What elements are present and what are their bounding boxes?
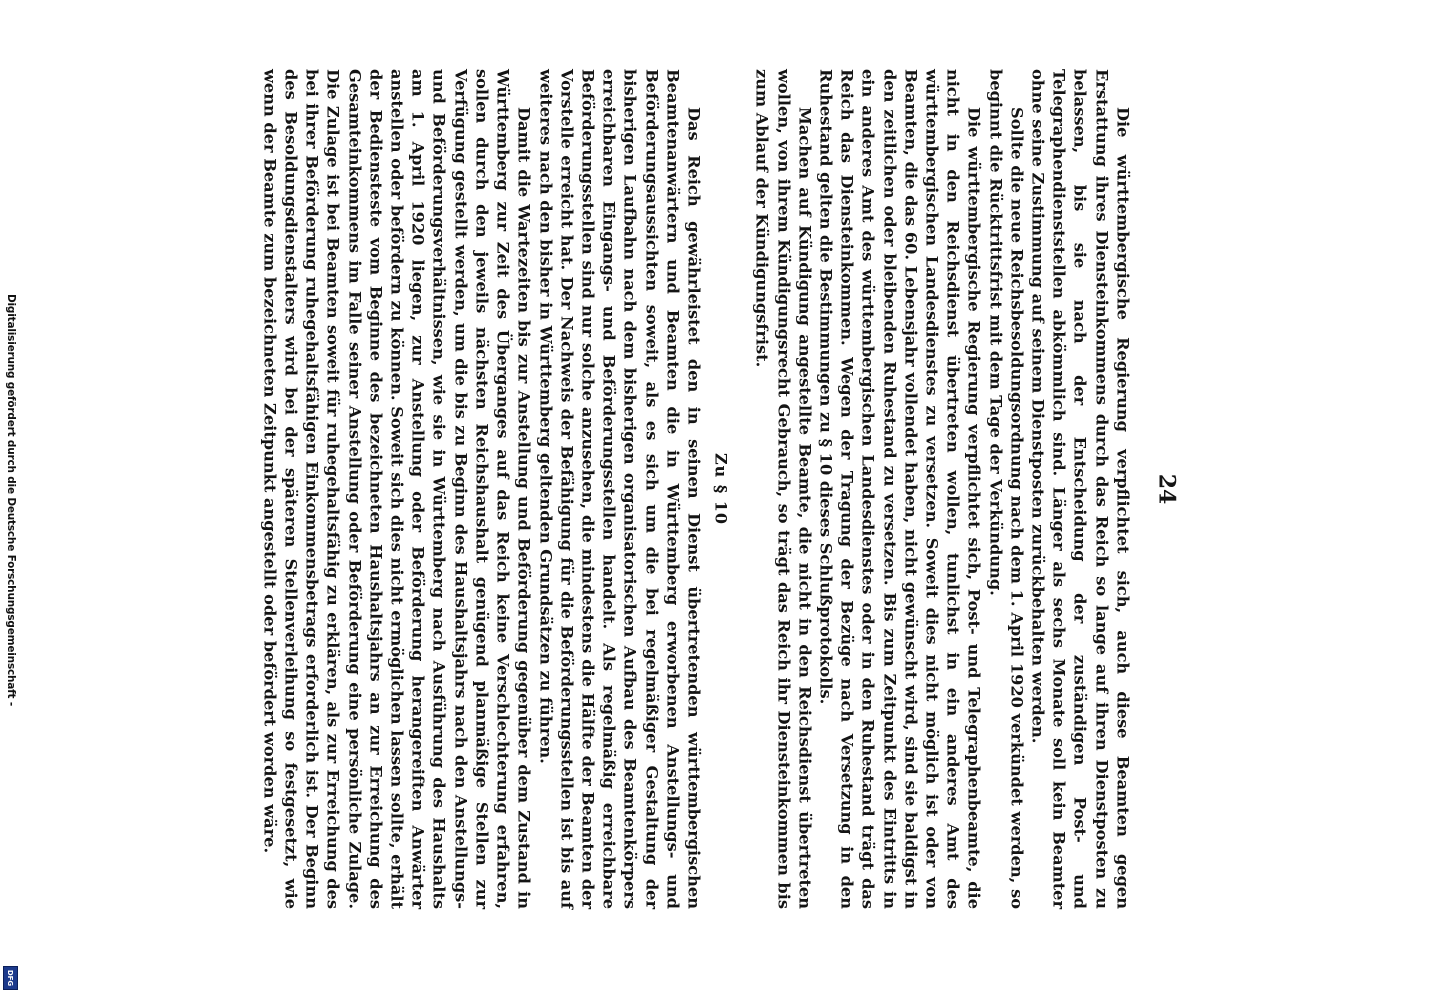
page-text — [259, 69, 1180, 909]
paragraph-2: Sollte die neue Reichsbesoldungsordnung nach dem 1. April 1920 verkündet werden, so beginnt die Rücktrittsfrist mit dem Tage der Verkündung. — [986, 69, 1027, 909]
paragraph-6: Damit die Wartezeiten bis zur Anstellung und Beförderung gegenüber dem Zustand in Württemberg zur Zeit des Überganges auf das Reich keine Verschlechterung erfahren, sollen durch den jeweils nächsten Reichshaushalt genügend planmäßige Stellen zur Verfügung gestellt werden, um die bis zu Beginn des Haushaltsjahrs nach den Anstellungs- und Beförderungsverhältnissen, wie sie in Württemberg nach Ausführung des Haushalts am 1. April 1920 liegen, zur Anstellung oder Beförderung herangereiften Anwärter anstellen oder befördern zu können. Soweit sich dies nicht ermöglichen lassen sollte, erhält der Bediensteste vom Beginne des bezeichneten Haushaltsjahrs an zur Erreichung des Gesamteinkommens im Falle seiner Anstellung oder Beförderung eine persönliche Zulage. Die Zulage ist bei Beamten soweit für ruhegehaltsfähig zu erklären, als zur Erreichung des bei ihrer Beförderung ruhegehaltsfähigen Einkommensbetrags erforderlich ist. Der Beginn des Besoldungsdienstalters wird bei der späteren Stellenverleihung so festgesetzt, wie wenn der Beamte zum bezeichneten Zeitpunkt angestellt oder befördert worden wäre. — [260, 69, 534, 909]
rotated-page — [259, 69, 1180, 909]
digitization-credit-text: Digitalisierung gefördert durch die Deutsche Forschungsgemeinschaft - — [5, 294, 17, 706]
paragraph-5: Das Reich gewährleistet den in seinen Dienst übertretenden württembergischen Beamtenanwärtern und Beamten die in Württemberg erworbenen Anstellungs- und Beförderungsaussichten soweit, als es sich um die bei regelmäßiger Gestaltung der bisherigen Laufbahn nach dem bisherigen organisatorischen Aufbau des Beamtenkörpers erreichbaren Eingangs- und Beförderungsstellen handelt. Als regelmäßig erreichbare Beförderungsstellen sind nur solche anzusehen, die mindestens die Hälfte der Beamten der Vorstelle erreicht hat. Der Nachweis der Befähigung für die Beförderungsstellen ist bis auf weiteres nach den bisher in Württemberg geltenden Grundsätzen zu führen. — [536, 69, 704, 909]
paragraph-4: Machen auf Kündigung angestellte Beamte, die nicht in den Reichsdienst übertreten wollen, von ihrem Kündigungsrecht Gebrauch, so trägt das Reich ihr Diensteinkommen bis zum Ablauf der Kündigungsfrist. — [753, 69, 815, 909]
page-number: 24 — [1153, 473, 1180, 505]
paragraph-3: Die württembergische Regierung verpflichtet sich, Post- und Telegraphenbeamte, die nicht in den Reichsdienst übertreten wollen, tunlichst in ein anderes Amt des württembergischen Landesdienstes zu versetzen. Soweit dies nicht möglich ist oder von Beamten, die das 60. Lebensjahr vollendet haben, nicht gewünscht wird, sind sie baldigst in den zeitlichen oder bleibenden Ruhestand zu versetzen. Bis zum Zeitpunkt des Eintritts in ein anderes Amt des württembergischen Landesdienstes oder in den Ruhestand trägt das Reich das Diensteinkommen. Wegen der Tragung der Bezüge nach Versetzung in den Ruhestand gelten die Bestimmungen zu § 10 dieses Schlußprotokolls. — [816, 69, 985, 909]
dfg-logo-icon — [3, 966, 18, 990]
digitization-credit-sidebar — [0, 0, 22, 1000]
section-heading: Zu § 10 — [711, 452, 731, 526]
paragraph-1: Die württembergische Regierung verpflichtet sich, auch diese Beamten gegen Erstattung ihres Diensteinkommens durch das Reich so lange auf ihren Dienstposten zu belassen, bis sie nach der Entscheidung der zuständigen Post- und Telegraphendienststellen abkömmlich sind. Länger als sechs Monate soll kein Beamter ohne seine Zustimmung auf seinem Dienstposten zurückbehalten werden. — [1028, 69, 1133, 909]
dfg-logo-text: DFG — [6, 969, 15, 987]
